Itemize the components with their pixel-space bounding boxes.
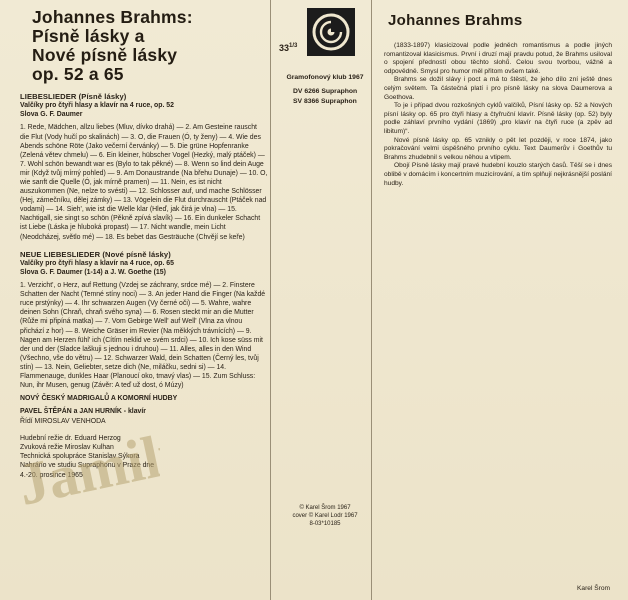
album-title <box>32 8 268 84</box>
copyright-block <box>279 504 371 528</box>
essay-paragraph: To je i případ dvou rozkošných cyklů valčíků, Písní lásky op. 52 a Nových písní lásky op. 65 pro čtyři hlasy a čtyřruční klavír. Písně lásky (op. 52) byly podle záhlaví prvního vydání (1869) „pro klavír na čtyři ruce (a zpěv ad libitum)“. <box>384 102 612 135</box>
catalog-label: Supraphon <box>321 88 358 95</box>
catalog-entry <box>293 88 373 95</box>
credit-line: Technická spolupráce Stanislav Sýkora <box>20 453 140 461</box>
essay-paragraph: Obojí Písně lásky mají pravé hudební kouzlo starých časů. Těší se i dnes oblibě v domácím i koncertním muzicírování, a tím splňují nejkrásnější poslání hudby. <box>384 162 612 187</box>
title-line: Písně lásky a <box>32 26 145 46</box>
essay-paragraph: Brahms se dožil slávy i poct a má to štěstí, že jeho dílo zní ještě dnes celým světem. Ta částečná platí i pro písně lásky na slova Daumerova a Goethova. <box>384 76 612 101</box>
title-line: op. 52 a 65 <box>32 64 124 84</box>
stamp-text: Jamily <box>12 417 160 518</box>
conductor: Řídí MIROSLAV VENHODA <box>20 417 106 425</box>
title-line: Nové písně lásky <box>32 45 178 65</box>
speed-label <box>279 43 297 53</box>
speed-fraction: 1/3 <box>289 43 298 49</box>
production-credits <box>20 434 268 480</box>
copyright-line: © Karel Šrom 1967 <box>299 505 351 511</box>
title-line: Johannes Brahms: <box>32 8 193 27</box>
catalog-code: DV 6266 <box>293 88 320 95</box>
copyright-line: cover © Karel Lodr 1967 <box>292 513 358 519</box>
catalog-label: Supraphon <box>320 98 357 105</box>
liebeslieder-song-list: 1. Rede, Mädchen, allzu liebes (Mluv, dívko drahá) — 2. Am Gesteine rauscht die Flut (Vody hučí po skalinách) — 3. O, die Frauen (Ó, ty ženy) — 4. Wie des Abends schöne Röte (Jako večerní červánky) — 5. Die grüne Hopfenranke (Zelená větev chmelu) — 6. Ein kleiner, hübscher Vogel (Hezký, malý ptáček) — 7. Wohl schön bewandt war es (Bylo to tak pěkné) — 8. Wenn so lind dein Auge mir (Když tvůj mírný pohled) — 9. Am Donaustrande (Na břehu Dunaje) — 10. O, wie sanft die Quelle (Ó, jak mírně pramen) — 11. Nein, es ist nicht auszukommen (Ne, nelze to svésti) — 12. Schlosser auf, und mache Schlösser (Hej, zámečníku, dělej zámky) — 13. Vögelein die Flut durchrauscht (Ptáček nad vodami) — 14. Sieh', wie ist die Welle klar (Hleď, jak čirá je vlna) — 15. Nachtigall, sie singt so schön (Pěkně zpívá slavík) — 16. Ein dunkeler Schacht ist Liebe (Láska je hluboká propast) — 17. Nicht wandle, mein Licht (Neodcházej, světlo mé) — 18. Es bebet das Gesträuche (Chvějí se keře) <box>20 124 268 241</box>
club-label: Gramofonový klub 1967 <box>286 74 364 81</box>
liebeslieder-subtitle: Valčíky pro čtyři hlasy a klavír na 4 ruce, op. 52 <box>20 102 174 109</box>
speed-value: 33 <box>279 43 290 53</box>
neue-song-list: 1. Verzicht', o Herz, auf Rettung (Vzdej se záchrany, srdce mé) — 2. Finstere Schatten der Nacht (Temné stíny noci) — 3. An jeder Hand die Finger (Na každé ruce prstýnky) — 4. Ihr schwarzen Augen (Vy černé oči) — 5. Wahre, wahre deinen Sohn (Chraň, chraň svého syna) — 6. Rosen steckt mir an die Mutter (Růže mi připíná matka) — 7. Vom Gebirge Well' auf Well' (Vlna za vlnou přichází z hor) — 8. Weiche Gräser im Revier (Na měkkých trávnících) — 9. Nagen am Herzen fühl' ich (Cítím neklid ve svém srdci) — 10. Ich kose süss mit der und der (Sladce laškuji s jednou i druhou) — 11. Alles, alles in den Wind (Všechno, vše do větru) — 12. Schwarzer Wald, dein Schatten (Černý les, tvůj stín) — 13. Nein, Geliebter, setze dich (Ne, miláčku, sedni si) — 14. Flammenauge, dunkles Haar (Planoucí oko, tmavý vlas) — 15. Zum Schluss: Nun, ihr Musen, genug (Závěr: A teď už dost, ó Múzy) <box>20 282 266 390</box>
essay-signature: Karel Šrom <box>577 585 610 592</box>
ensemble-name: NOVÝ ČESKÝ MADRIGALŮ A KOMORNÍ HUDBY <box>20 395 178 403</box>
credit-line: 4.-20. prosince 1965 <box>20 471 83 479</box>
copyright-line: 8-03*10185 <box>309 521 341 527</box>
credit-line: Hudební režie dr. Eduard Herzog <box>20 434 121 442</box>
essay-text <box>384 42 612 188</box>
neue-subtitle: Valčíky pro čtyři hlasy a klavír na 4 ruce, op. 65 <box>20 259 174 267</box>
essay-paragraph: (1833-1897) klasicizoval podle jedněch romantismus a podle jiných romantizoval klasicismus. První i druzí mají pravdu potud, že Brahms usiloval o spojení předností obou těchto slohů. Celou svou tvorbou, vážně a odpovědně. Smysl pro humor měl přitom ovšem také. <box>384 42 612 75</box>
middle-column <box>270 0 372 600</box>
right-column <box>384 8 612 594</box>
essay-paragraph: Nové písně lásky op. 65 vznikly o pět let později, v roce 1874, jako pokračování velmi úspěšného prvního cyklu. Text Daumerův i Goethův tu Brahms zhudebnil s velkou něhou a vtipem. <box>384 136 612 161</box>
credit-line: Zvuková režie Miroslav Kulhan <box>20 443 114 451</box>
liebeslieder-lyricist: Slova G. F. Daumer <box>20 111 83 119</box>
left-column <box>20 8 268 594</box>
neue-lyricist: Slova G. F. Daumer (1-14) a J. W. Goethe (15) <box>20 268 166 276</box>
credit-line: Nahráno ve studiu Supraphonu v Praze dne <box>20 462 155 470</box>
pianists: PAVEL ŠTĚPÁN a JAN HURNÍK - klavír <box>20 408 146 416</box>
essay-title: Johannes Brahms <box>388 12 523 29</box>
liebeslieder-heading: LIEBESLIEDER (Písně lásky) <box>20 92 127 101</box>
supraphon-logo-icon <box>307 8 355 56</box>
neue-heading: NEUE LIEBESLIEDER (Nové písně lásky) <box>20 249 171 259</box>
catalog-entry <box>293 98 373 105</box>
catalog-code: SV 8366 <box>293 98 320 105</box>
